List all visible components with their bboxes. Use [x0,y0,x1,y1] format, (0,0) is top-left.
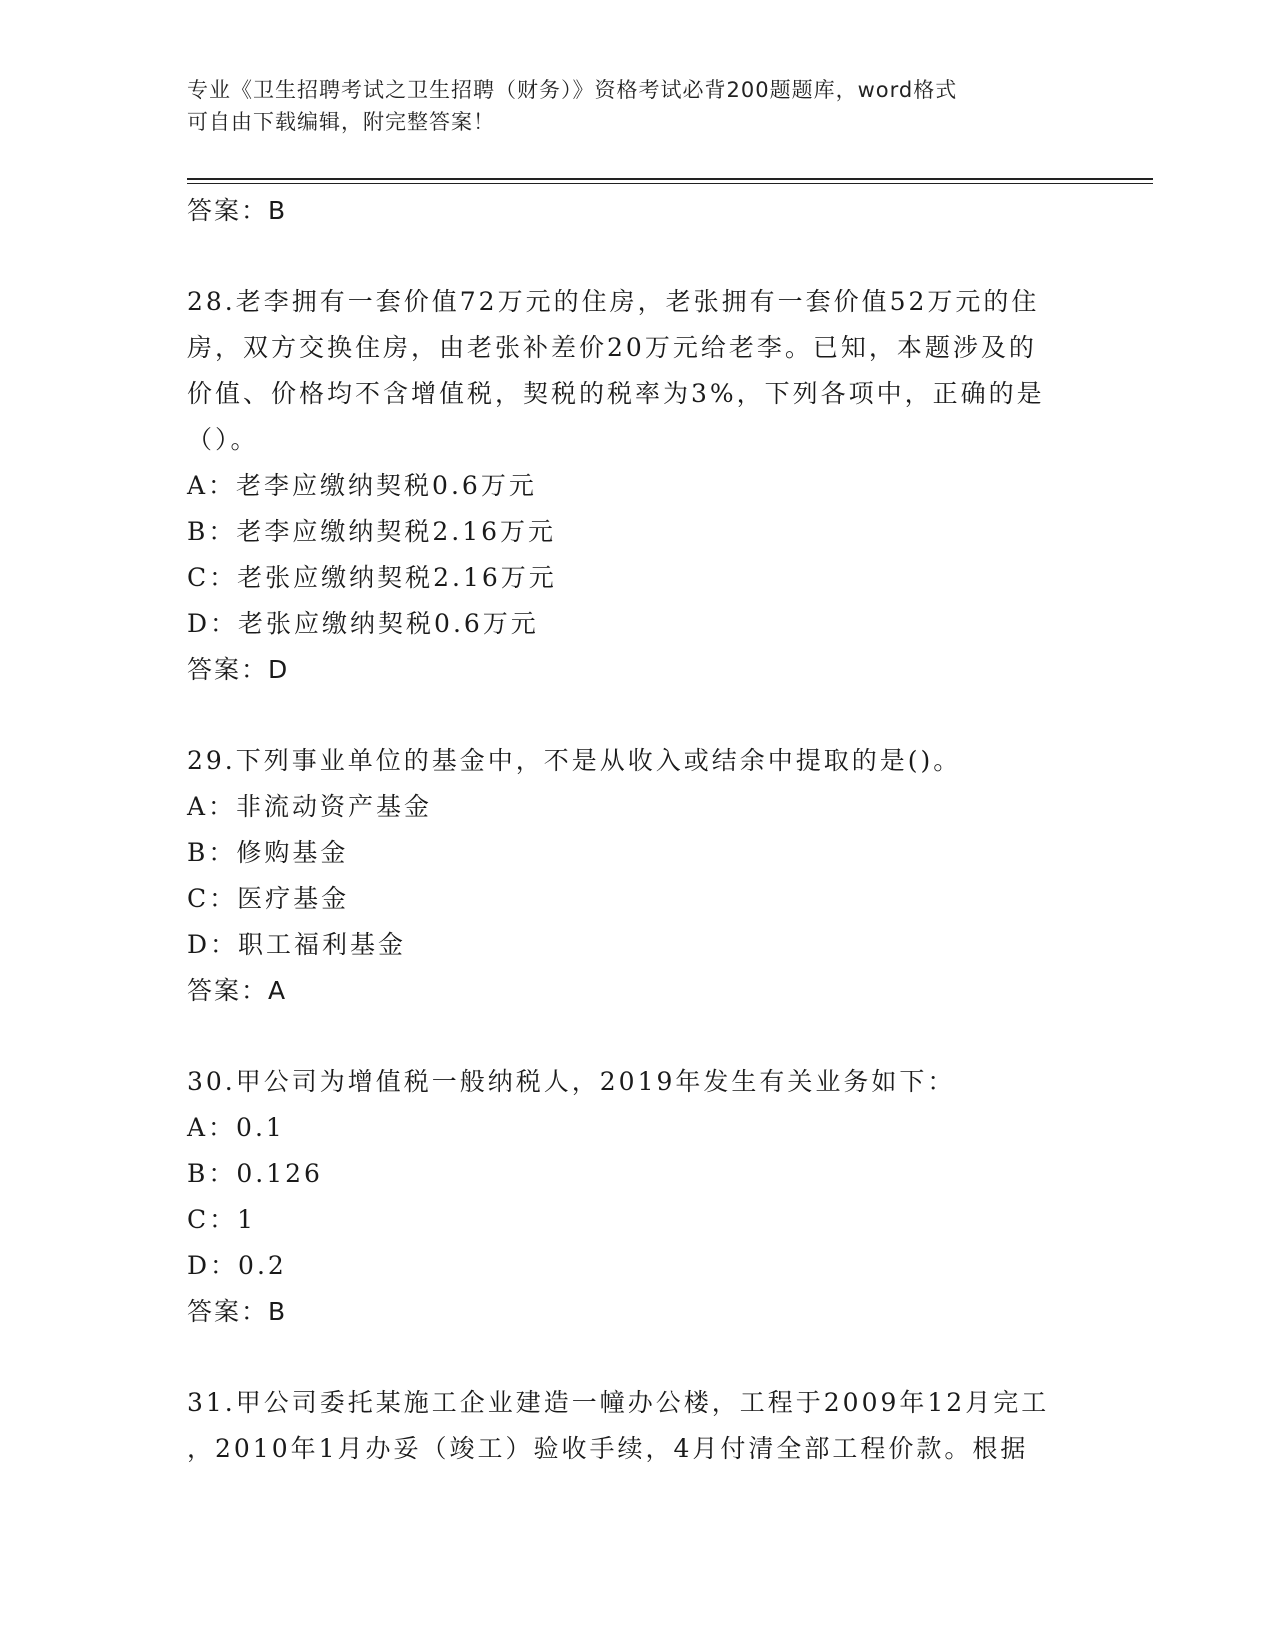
question-stem-line: 29.下列事业单位的基金中，不是从收入或结余中提取的是()。 [187,746,962,775]
question-stem-line: 31.甲公司委托某施工企业建造一幢办公楼，工程于2009年12月完工 [187,1388,1050,1417]
header-line-1: 专业《卫生招聘考试之卫生招聘（财务）》资格考试必背200题题库，word格式 [187,78,958,102]
question-29 [187,738,1087,1014]
previous-answer: 答案：B [187,196,288,225]
answer: 答案：A [187,976,288,1005]
header-divider-thin [187,183,1153,184]
option-b: B：修购基金 [187,838,349,867]
option-c: C：医疗基金 [187,884,350,913]
spacer [187,234,1087,279]
option-a: A：老李应缴纳契税0.6万元 [187,471,537,500]
spacer [187,693,1087,738]
option-a: A：非流动资产基金 [187,792,433,821]
question-stem-line: ，2010年1月办妥（竣工）验收手续，4月付清全部工程价款。根据 [187,1434,1029,1463]
option-c: C：老张应缴纳契税2.16万元 [187,563,557,592]
option-d: D：职工福利基金 [187,930,407,959]
question-stem-line: （）。 [187,425,259,454]
question-31 [187,1380,1087,1472]
option-d: D：0.2 [187,1251,287,1280]
option-b: B：老李应缴纳契税2.16万元 [187,517,557,546]
spacer [187,1014,1087,1059]
option-c: C：1 [187,1205,257,1234]
question-stem-line: 价值、价格均不含增值税，契税的税率为3%，下列各项中，正确的是 [187,379,1045,408]
question-stem-line: 房，双方交换住房，由老张补差价20万元给老李。已知，本题涉及的 [187,333,1037,362]
answer: 答案：B [187,1297,288,1326]
header-divider-thick [187,178,1153,180]
option-a: A：0.1 [187,1113,285,1142]
question-stem-line: 28.老李拥有一套价值72万元的住房，老张拥有一套价值52万元的住 [187,287,1040,316]
document-body [187,188,1087,1472]
question-30 [187,1059,1087,1335]
option-b: B：0.126 [187,1159,323,1188]
option-d: D：老张应缴纳契税0.6万元 [187,609,539,638]
spacer [187,1335,1087,1380]
question-28 [187,279,1087,693]
answer: 答案：D [187,655,290,684]
document-header [187,74,1087,138]
header-line-2: 可自由下载编辑，附完整答案！ [187,110,495,134]
question-stem-line: 30.甲公司为增值税一般纳税人，2019年发生有关业务如下： [187,1067,956,1096]
